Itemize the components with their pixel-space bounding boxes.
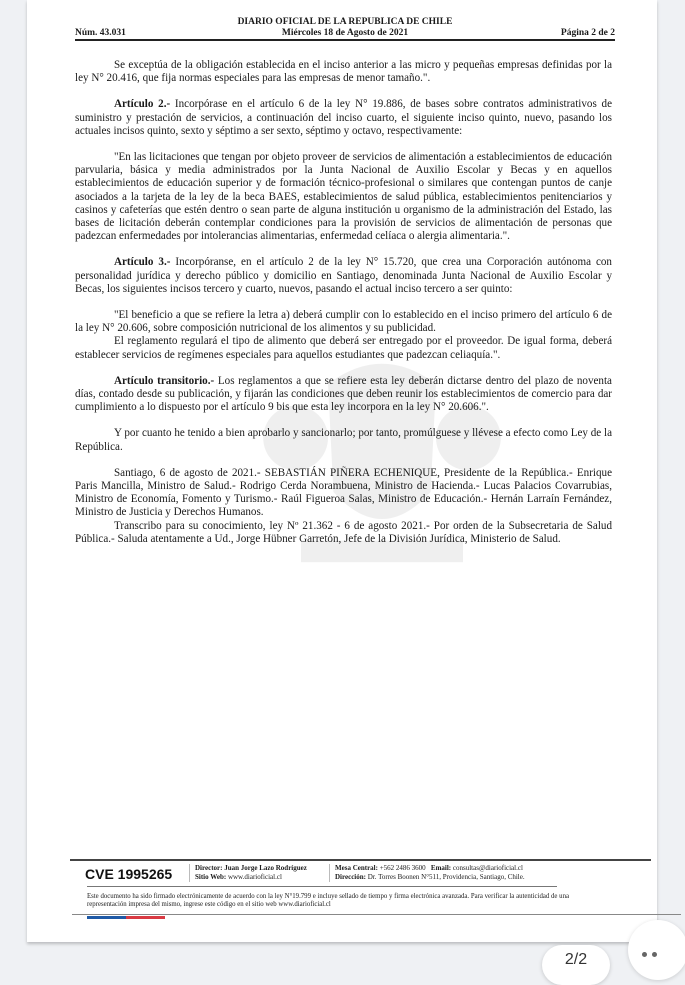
legal-notice: Este documento ha sido firmado electrónicamente de acuerdo con la ley N°19.799 e incluye sellado de tiempo y firma electrónica avanzada. Para verificar la autenticidad de una representación impresa del mismo, ingrese este código en el sitio web www.diarioficial.cl <box>87 893 569 909</box>
transcription: Transcribo para su conocimiento, ley Nº 21.362 - 6 de agosto 2021.- Por orden de la Subsecretaria de Salud Pública.- Saluda atentamente a Ud., Jorge Hübner Garretón, Jefe de la División Jurídica, Ministerio de Salud. <box>75 519 612 545</box>
article-text: Incorpóranse, en el artículo 2 de la ley N° 15.720, que crea una Corporación autónoma con personalidad jurídica y derecho público y domicilio en Santiago, denominada Junta Nacional de Auxilio Escolar y Becas, los siguientes incisos tercero y cuarto, nuevos, pasando el actual inciso tercero a ser quinto: <box>75 256 612 295</box>
signatures: Santiago, 6 de agosto de 2021.- SEBASTIÁN PIÑERA ECHENIQUE, Presidente de la República.- Enrique Paris Mancilla, Ministro de Salud.- Rodrigo Cerda Norambuena, Ministro de Hacienda.- Lucas Palacios Covarrubias, Ministro de Economía, Fomento y Turismo.- Raúl Figueroa Salas, Ministro de Educación.- Hernán Larraín Fernández, Ministro de Justicia y Derechos Humanos. <box>75 466 612 519</box>
more-dots-icon <box>642 952 647 957</box>
flag-bar <box>87 916 165 919</box>
promulgation: Y por cuanto he tenido a bien aprobarlo y sancionarlo; por tanto, promúlguese y llévese a efecto como Ley de la República. <box>75 427 612 453</box>
more-dots-icon <box>652 952 657 957</box>
phone-number: +562 2486 3600 <box>377 864 426 872</box>
flag-red <box>126 916 165 919</box>
cve-code: CVE 1995265 <box>85 866 173 882</box>
footer-separator <box>87 886 557 887</box>
document-body <box>75 59 612 546</box>
director-name: Juan Jorge Lazo Rodríguez <box>222 864 307 872</box>
website-link[interactable]: www.diarioficial.cl <box>226 872 282 881</box>
document-page <box>27 0 657 942</box>
page-footer <box>85 864 565 884</box>
article-label: Artículo 2.- <box>114 98 171 111</box>
more-options-button[interactable] <box>628 920 685 980</box>
footer-divider <box>70 859 651 861</box>
director-label: Director: <box>195 864 223 872</box>
publication-title: DIARIO OFICIAL DE LA REPUBLICA DE CHILE <box>237 17 453 27</box>
article-2-quote: "En las licitaciones que tengan por objeto proveer de servicios de alimentación a establecimientos de educación parvularia, básica y media administrados por la Junta Nacional de Auxilio Escolar y Becas y en aquellos establecimientos de educación superior y de formación técnico-profesional o similares que contengan puntos de canje asociados a la tarjeta de la ley de la beca BAES, establecimientos de salud pública, establecimientos penitenciarios y casinos y cafeterías que estén dentro o sean parte de alguna institución u organismo de la administración del Estado, las bases de licitación deberán contemplar condiciones para la provisión de servicios de alimentación de personas que padezcan enfermedades por intolerancias alimentarias, enfermedad celíaca o alergia alimentaria.". <box>75 151 612 243</box>
page-header <box>75 17 615 41</box>
article-text: Los reglamentos a que se refiere esta ley deberán dictarse dentro del plazo de noventa días, contado desde su publicación, y fijarán las condiciones que deben reunir los establecimientos de comercio para dar cumplimiento a lo dispuesto por el artículo 9 bis que esta ley incorpora en la ley N° 20.606.". <box>75 374 612 414</box>
article-3-quote-1: "El beneficio a que se refiere la letra a) deberá cumplir con lo establecido en el inciso primero del artículo 6 de la ley N° 20.606, sobre composición nutricional de los alimentos y su publicidad. <box>75 309 612 335</box>
article-3 <box>75 256 612 296</box>
article-text: Incorpórase en el artículo 6 de la ley N° 19.886, de bases sobre contratos administrativos de suministro y prestación de servicios, a continuación del inciso cuarto, el siguiente inciso quinto, nuevo, pasando los actuales incisos quinto, sexto y séptimo a ser sexto, séptimo y octavo, respectivamente: <box>75 98 612 137</box>
transitory-article <box>75 375 612 415</box>
page-number: Página 2 de 2 <box>560 28 615 38</box>
address-label: Dirección: <box>335 872 366 881</box>
article-3-quote-2: El reglamento regulará el tipo de alimento que deberá ser entregado por el proveedor. De igual forma, deberá establecer servicios de regímenes especiales para aquellos estudiantes que padezcan celiaquía.". <box>75 335 612 361</box>
article-label: Artículo transitorio.- <box>114 374 215 387</box>
phone-label: Mesa Central: <box>335 864 378 872</box>
web-label: Sitio Web: <box>195 872 227 881</box>
article-2 <box>75 98 612 138</box>
footer-contact-block <box>329 864 525 882</box>
issue-number: Núm. 43.031 <box>75 28 126 38</box>
header-center <box>75 17 615 39</box>
flag-blue <box>87 916 126 919</box>
publication-date: Miércoles 18 de Agosto de 2021 <box>281 28 409 38</box>
email-link[interactable]: consultas@diarioficial.cl <box>451 864 523 872</box>
email-label: Email: <box>430 864 452 872</box>
legal-divider <box>72 914 681 915</box>
article-label: Artículo 3.- <box>114 256 171 269</box>
footer-director-block <box>189 864 307 882</box>
page-indicator[interactable]: 2/2 <box>542 945 610 985</box>
paragraph: Se exceptúa de la obligación establecida en el inciso anterior a las micro y pequeñas empresas definidas por la ley N° 20.416, que fija normas especiales para las empresas de menor tamaño.". <box>75 59 612 85</box>
address: Dr. Torres Boonen N°511, Providencia, Santiago, Chile. <box>365 872 525 881</box>
